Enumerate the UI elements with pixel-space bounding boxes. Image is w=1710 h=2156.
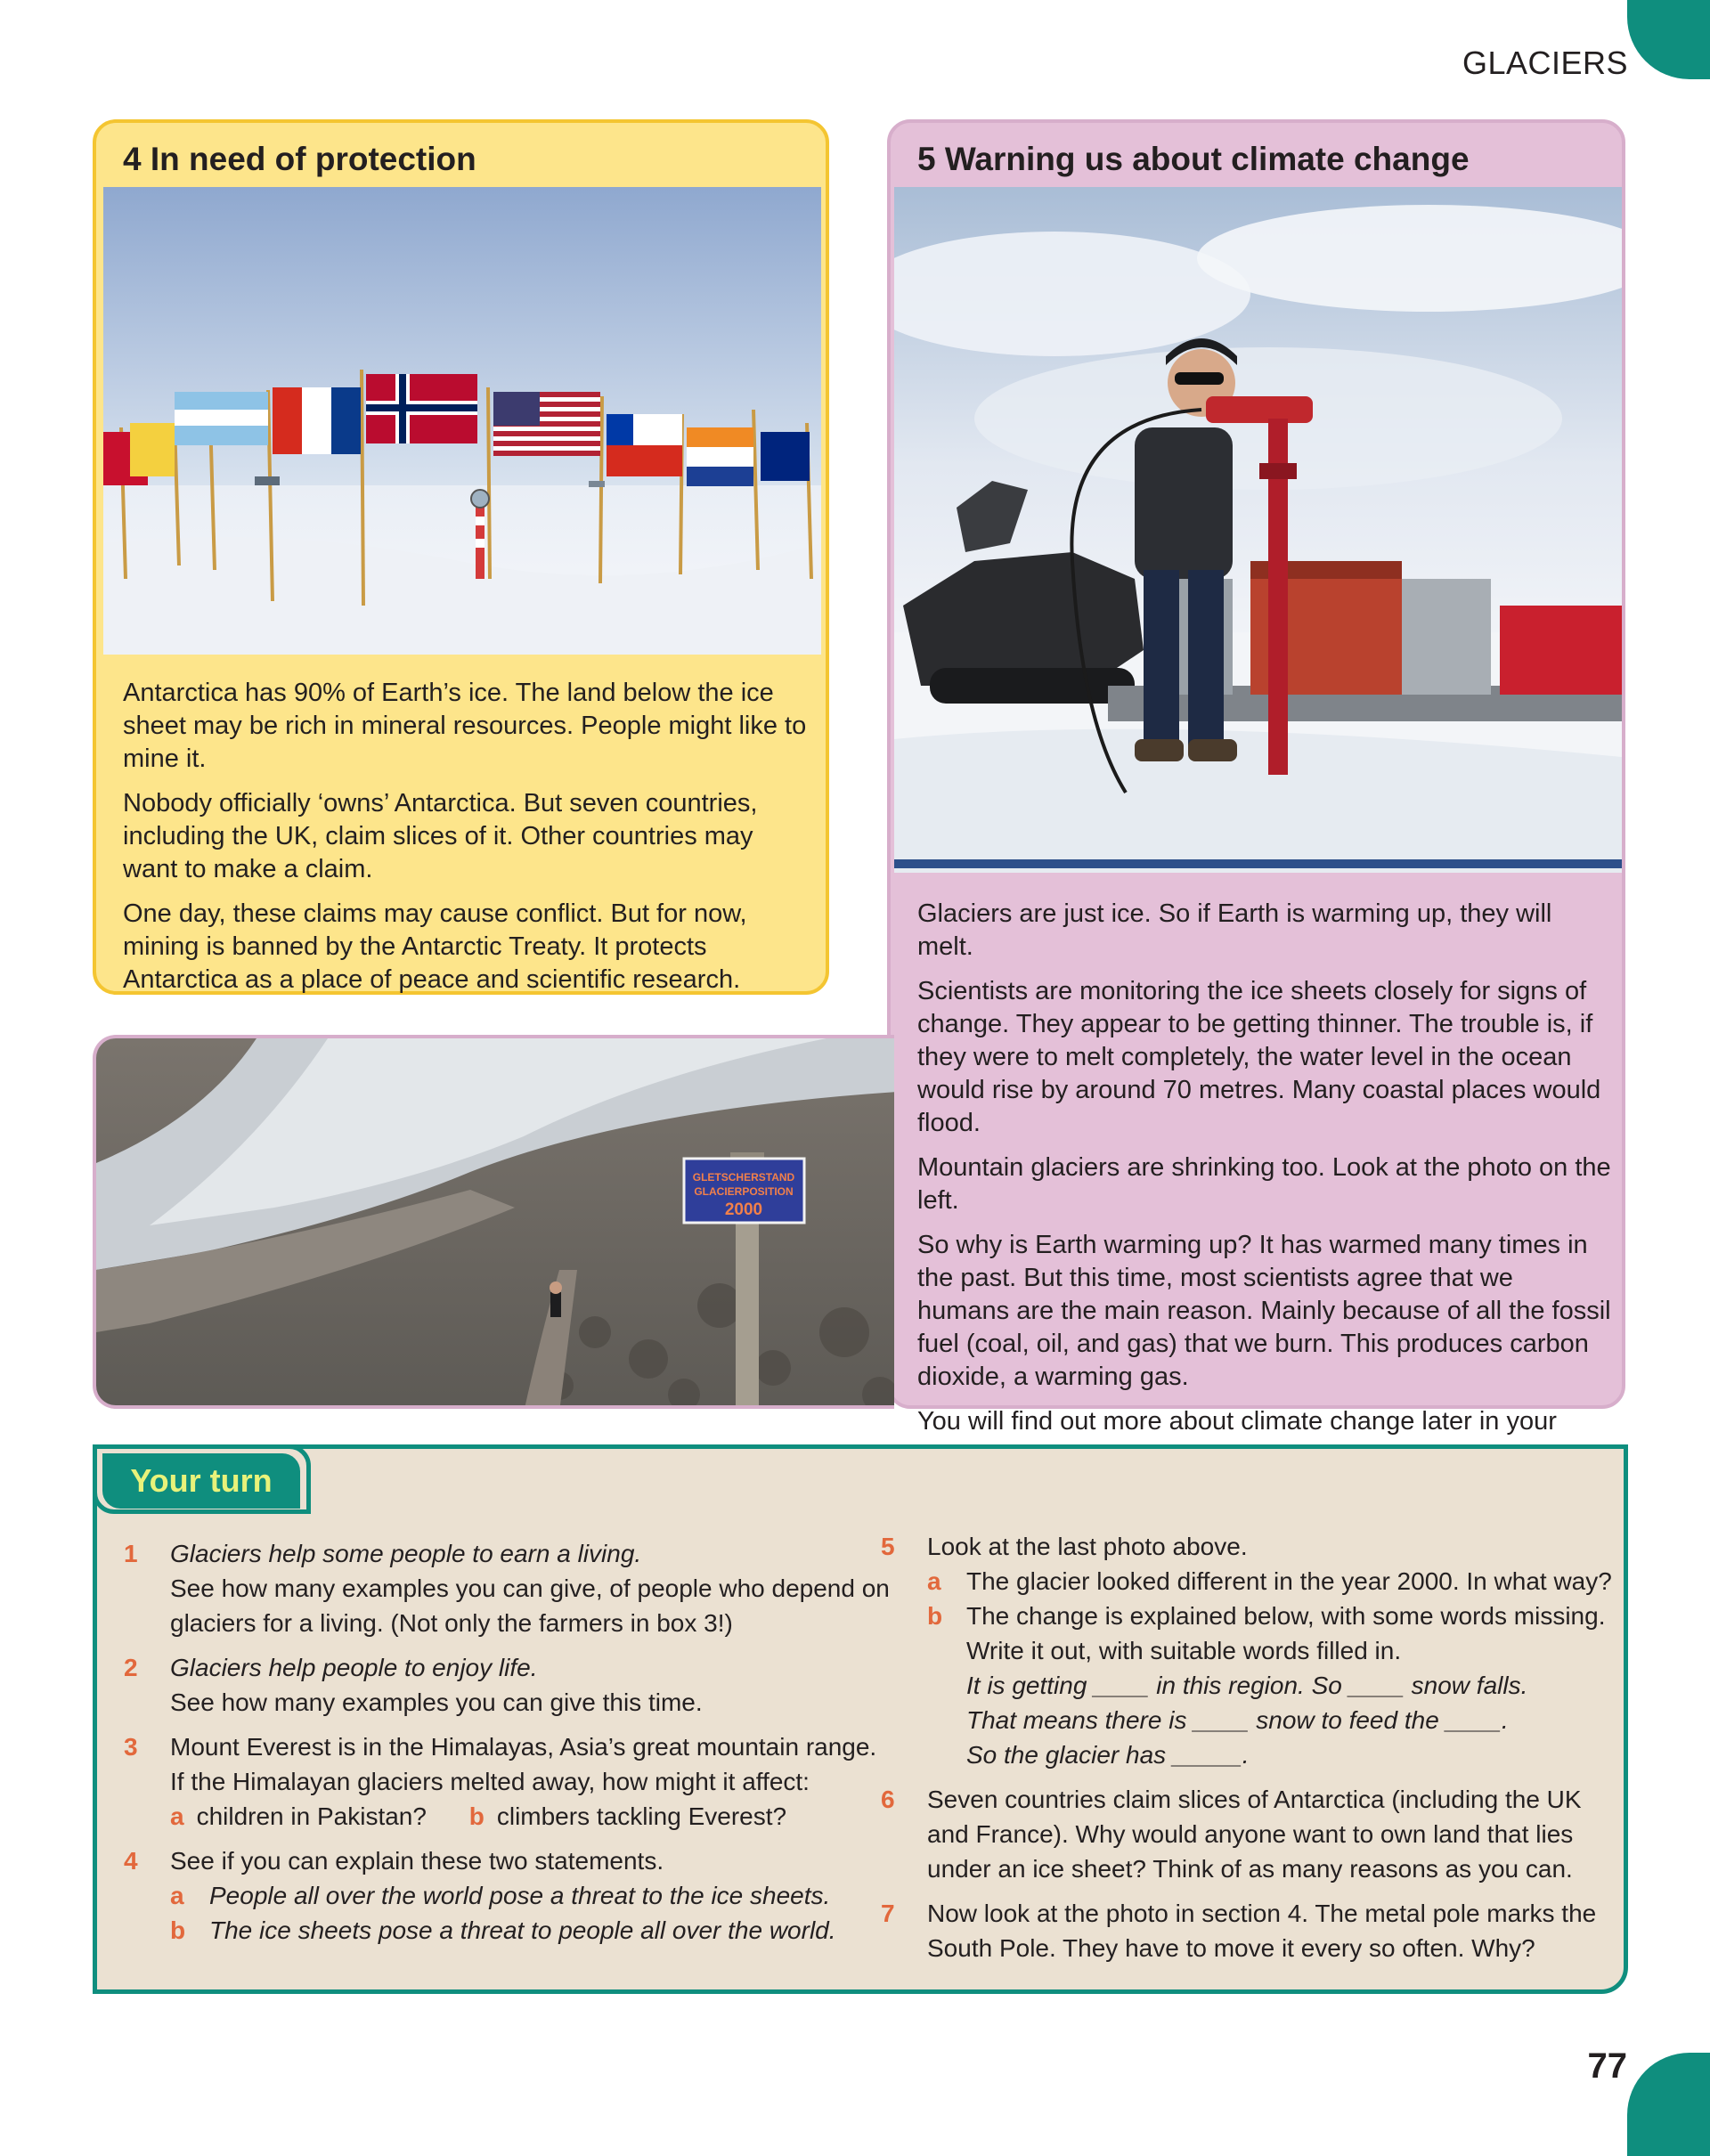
section-5-paragraph: So why is Earth warming up? It has warmed many times in the past. But this time, most scientists agree that we humans are the main reason. Mainly because of all the fossil fuel (coal, oil, and gas) that we burn. This produces carbon dioxide, a warming gas. — [917, 1231, 1611, 1391]
section-5-paragraph: Glaciers are just ice. So if Earth is warming up, they will melt. — [917, 899, 1552, 961]
section-4-paragraph: One day, these claims may cause conflict. But for now, mining is banned by the Antarctic Treaty. It protects Antarctica as a place of peace and scientific research. — [123, 899, 747, 994]
running-head: GLACIERS — [1462, 45, 1628, 81]
gap-fill-line: It is getting ____ in this region. So ____ snow falls. — [966, 1672, 1528, 1699]
your-turn-title: Your turn — [130, 1462, 273, 1499]
scientist-drilling-photo — [894, 187, 1622, 873]
question-7: 7 Now look at the photo in section 4. The metal pole marks the South Pole. They have to move it every so often. Why? — [881, 1896, 1620, 1965]
page-number: 77 — [1587, 2046, 1627, 2086]
sub-question: a People all over the world pose a threat to the ice sheets. — [170, 1882, 831, 1909]
sub-question: b The change is explained below, with some words missing. Write it out, with suitable words filled in. — [927, 1602, 1606, 1664]
section-5-title: 5 Warning us about climate change — [917, 141, 1470, 177]
glacier-retreat-photo — [93, 1035, 894, 1409]
question-number: 2 — [124, 1654, 138, 1681]
question-3: 3 Mount Everest is in the Himalayas, Asia’s great mountain range. If the Himalayan glaciers melted away, how might it affect: a children in Pakistan? b climbers tackling Everest? — [124, 1729, 890, 1834]
section-4-paragraph: Nobody officially ‘owns’ Antarctica. But seven countries, including the UK, claim slices of it. Other countries may want to make a claim. — [123, 789, 758, 883]
section-5-paragraph: Scientists are monitoring the ice sheets closely for signs of change. They appear to be getting thinner. The trouble is, if they were to melt completely, the water level in the ocean would rise by around 70 metres. Many coastal places would flood. — [917, 977, 1601, 1137]
sub-question: b The ice sheets pose a threat to people all over the world. — [170, 1916, 836, 1944]
section-5-box — [887, 119, 1625, 1436]
question-number: 6 — [881, 1786, 895, 1813]
question-6: 6 Seven countries claim slices of Antarctica (including the UK and France). Why would anyone want to own land that lies under an ice sheet? Think of as many reasons as you can. — [881, 1782, 1620, 1886]
your-turn-left-column — [124, 1536, 890, 1957]
question-number: 1 — [124, 1540, 138, 1567]
section-4-box — [93, 119, 829, 995]
section-4-title: 4 In need of protection — [123, 141, 476, 177]
glacier-sign-year: 2000 — [724, 1200, 763, 1219]
sub-question: b climbers tackling Everest? — [468, 1802, 787, 1830]
question-2: 2 Glaciers help people to enjoy life. See how many examples you can give this time. — [124, 1650, 890, 1720]
question-number: 4 — [124, 1847, 138, 1875]
question-number: 5 — [881, 1533, 895, 1560]
your-turn-box — [93, 1444, 1628, 1994]
glacier-sign-line-2: GLACIERPOSITION — [694, 1185, 794, 1198]
sub-question: a The glacier looked different in the year 2000. In what way? — [927, 1567, 1612, 1595]
gap-fill-line: That means there is ____ snow to feed the ____. — [966, 1706, 1509, 1734]
section-5-paragraph: Mountain glaciers are shrinking too. Look at the photo on the left. — [917, 1153, 1611, 1215]
section-5-text — [917, 898, 1612, 1483]
sub-question: a children in Pakistan? — [170, 1802, 427, 1830]
antarctic-flags-photo — [103, 187, 821, 655]
question-number: 3 — [124, 1733, 138, 1761]
your-turn-right-column — [881, 1529, 1620, 1975]
question-5: 5 Look at the last photo above. a The glacier looked different in the year 2000. In what way? b The change is explained below, with some words missing. Write it out, with suitable words filled in. It is getting ____ in this region. So ____ snow falls. That means there is ____ snow to feed the ____. So the glacier has _____. — [881, 1529, 1620, 1772]
question-number: 7 — [881, 1900, 895, 1927]
section-4-text — [123, 677, 809, 1008]
question-1: 1 Glaciers help some people to earn a living. See how many examples you can give, of people who depend on glaciers for a living. (Not only the farmers in box 3!) — [124, 1536, 890, 1640]
corner-tab-top — [1627, 0, 1710, 79]
question-4: 4 See if you can explain these two statements. a People all over the world pose a threat to the ice sheets. b The ice sheets pose a threat to people all over the world. — [124, 1843, 890, 1948]
your-turn-tab — [93, 1444, 311, 1514]
gap-fill-line: So the glacier has _____. — [966, 1741, 1250, 1769]
glacier-sign-line-1: GLETSCHERSTAND — [692, 1171, 795, 1184]
corner-tab-bottom — [1627, 2053, 1710, 2156]
section-5-paragraph: You will find out more about climate change later in your — [917, 1407, 1557, 1436]
section-4-paragraph: Antarctica has 90% of Earth’s ice. The land below the ice sheet may be rich in mineral resources. People might like to mine it. — [123, 679, 807, 773]
